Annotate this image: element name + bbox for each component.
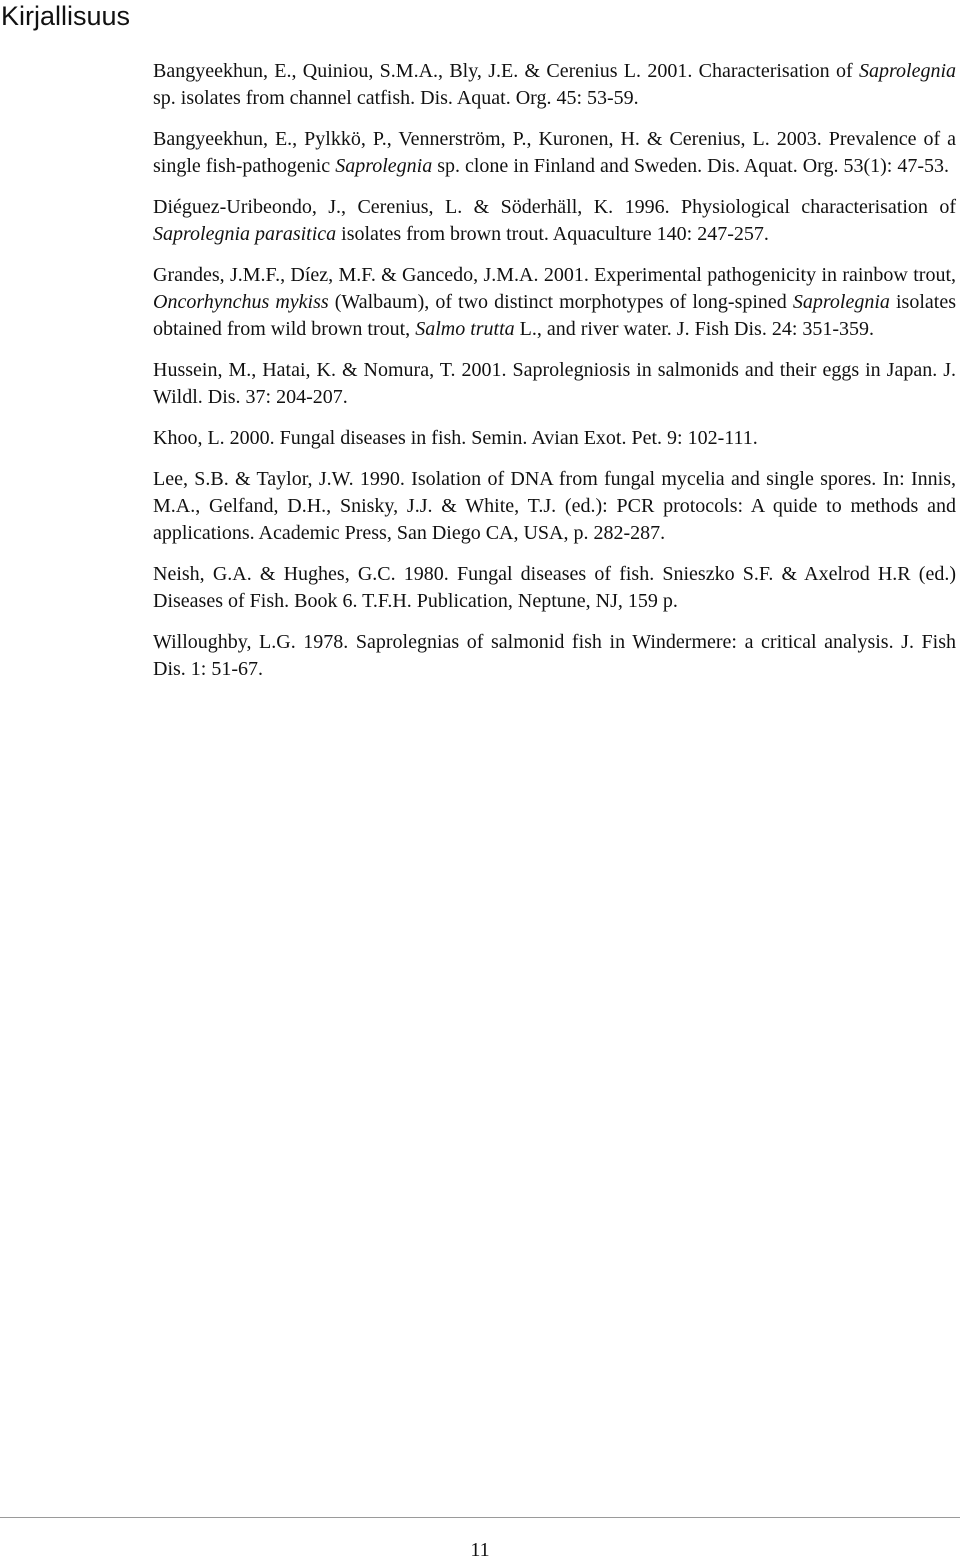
reference-entry <box>153 126 956 180</box>
reference-text: Hussein, M., Hatai, K. & Nomura, T. 2001. Saprolegniosis in salmonids and their eggs in Japan. J. Wildl. Dis. 37: 204-207. <box>153 359 956 408</box>
reference-text: sp. clone in Finland and Sweden. Dis. Aquat. Org. 53(1): 47-53. <box>432 155 950 177</box>
reference-text: Bangyeekhun, E., Quiniou, S.M.A., Bly, J.E. & Cerenius L. 2001. Characterisation of <box>153 60 859 82</box>
page-title: Kirjallisuus <box>1 1 131 31</box>
reference-entry <box>153 629 956 683</box>
reference-italic-text: Saprolegnia <box>858 60 956 82</box>
reference-entry <box>153 466 956 547</box>
reference-text: isolates from brown trout. Aquaculture 140: 247-257. <box>336 223 769 245</box>
reference-italic-text: Saprolegnia <box>792 291 890 313</box>
reference-text: Khoo, L. 2000. Fungal diseases in fish. Semin. Avian Exot. Pet. 9: 102-111. <box>153 427 758 449</box>
reference-text: Neish, G.A. & Hughes, G.C. 1980. Fungal diseases of fish. Snieszko S.F. & Axelrod H.R (ed.) Diseases of Fish. Book 6. T.F.H. Publication, Neptune, NJ, 159 p. <box>153 563 956 612</box>
reference-text: Lee, S.B. & Taylor, J.W. 1990. Isolation of DNA from fungal mycelia and single spores. In: Innis, M.A., Gelfand, D.H., Snisky, J.J. & White, T.J. (ed.): PCR protocols: A quide to methods and applications. Academic Press, San Diego CA, USA, p. 282-287. <box>153 468 956 544</box>
reference-entry <box>153 357 956 411</box>
reference-text: Bangyeekhun, E., Pylkkö, P., Vennerström, P., Kuronen, H. & Cerenius, L. 2003. Prevalence of a single fish-pathogenic <box>153 128 956 177</box>
reference-entry <box>153 561 956 615</box>
reference-italic-text: Saprolegnia <box>335 155 433 177</box>
reference-italic-text: Salmo trutta <box>415 318 515 340</box>
reference-entry <box>153 58 956 112</box>
reference-text: Grandes, J.M.F., Díez, M.F. & Gancedo, J.M.A. 2001. Experimental pathogenicity in rainbow trout, <box>153 264 956 286</box>
reference-text: isolates obtained from wild brown trout, <box>153 291 956 340</box>
reference-text: L., and river water. J. Fish Dis. 24: 351-359. <box>514 318 875 340</box>
reference-italic-text: Oncorhynchus mykiss <box>153 291 329 313</box>
reference-list <box>153 58 956 683</box>
reference-text: Willoughby, L.G. 1978. Saprolegnias of salmonid fish in Windermere: a critical analysis. J. Fish Dis. 1: 51-67. <box>153 631 956 680</box>
reference-text: Diéguez-Uribeondo, J., Cerenius, L. & Söderhäll, K. 1996. Physiological characterisation of <box>153 196 956 218</box>
footer-divider <box>0 1517 960 1518</box>
reference-entry <box>153 262 956 343</box>
reference-text: (Walbaum), of two distinct morphotypes of long-spined <box>328 291 793 313</box>
reference-text: sp. isolates from channel catfish. Dis. Aquat. Org. 45: 53-59. <box>153 87 639 109</box>
reference-entry <box>153 194 956 248</box>
page-number: 11 <box>470 1539 490 1561</box>
reference-italic-text: Saprolegnia parasitica <box>153 223 337 245</box>
reference-entry <box>153 425 956 452</box>
